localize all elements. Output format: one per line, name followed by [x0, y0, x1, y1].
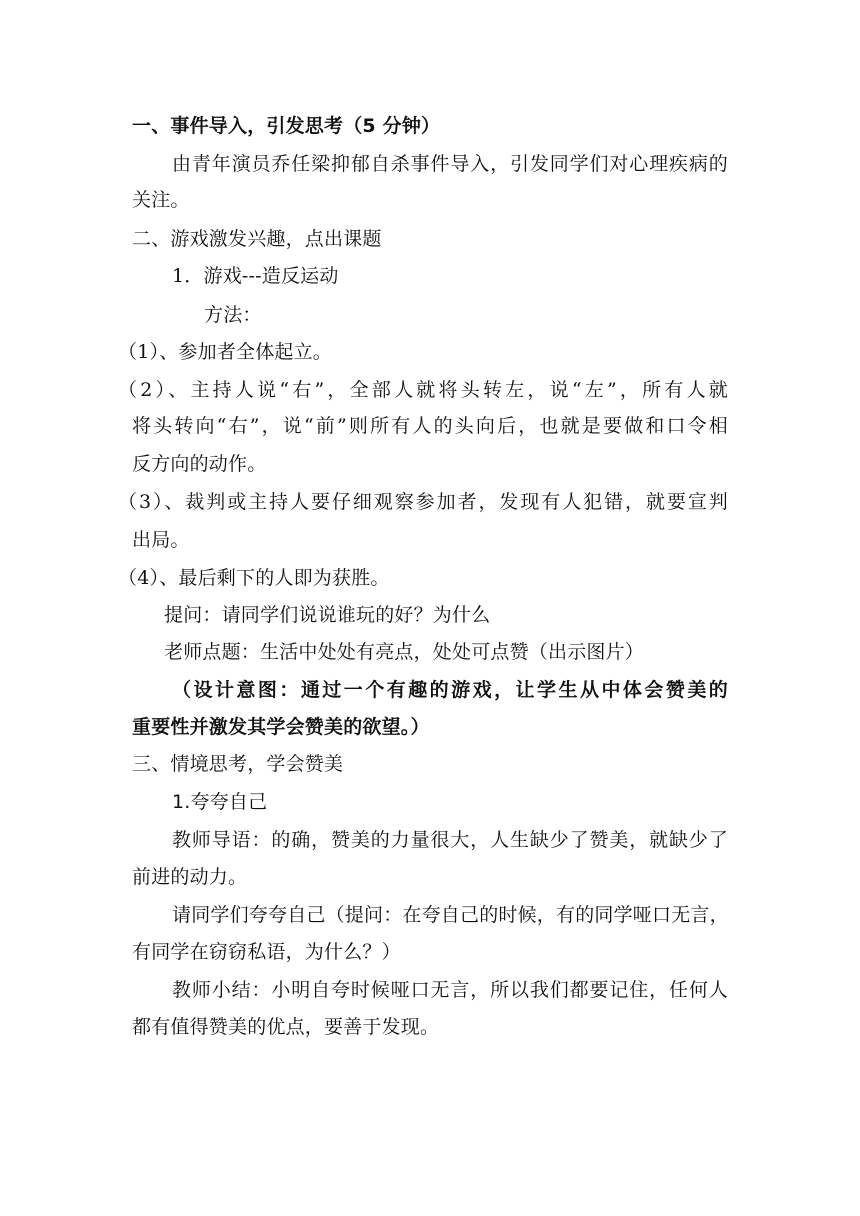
list-item: （3）、裁判或主持人要仔细观察参加者，发现有人犯错，就要宣判	[118, 491, 728, 513]
paragraph-line: 教师小结：小明自夸时候哑口无言，所以我们都要记住，任何人	[172, 979, 728, 1001]
paragraph-line: 提问：请同学们说说谁玩的好？为什么	[164, 604, 491, 626]
subheading-game: 1．游戏---造反运动	[172, 265, 339, 287]
list-item-continued: 出局。	[132, 529, 190, 551]
list-item-continued: 反方向的动作。	[132, 453, 267, 475]
list-item: （4）、最后剩下的人即为获胜。	[118, 567, 390, 589]
paragraph-line: 前进的动力。	[132, 866, 248, 888]
list-item: （2）、主持人说“右”，全部人就将头转左，说“左”，所有人就	[118, 379, 728, 401]
paragraph-line: 请同学们夸夸自己（提问：在夸自己的时候，有的同学哑口无言，	[172, 904, 729, 926]
list-item: （1）、参加者全体起立。	[118, 341, 332, 363]
paragraph-line: 有同学在窃窃私语，为什么？）	[132, 941, 401, 963]
design-intent-continued: 重要性并激发其学会赞美的欲望。）	[132, 716, 430, 738]
paragraph-line: 都有值得赞美的优点，要善于发现。	[132, 1016, 440, 1038]
section-heading-2: 二、游戏激发兴趣，点出课题	[132, 228, 382, 250]
paragraph-line: 老师点题：生活中处处有亮点，处处可点赞（出示图片）	[164, 641, 645, 663]
paragraph-line: 由青年演员乔任梁抑郁自杀事件导入，引发同学们对心理疾病的	[172, 153, 728, 175]
subheading-praise-self: 1.夸夸自己	[172, 791, 268, 813]
paragraph-line: 教师导语：的确，赞美的力量很大，人生缺少了赞美，就缺少了	[172, 829, 728, 851]
list-item-continued: 将头转向“右”，说“前”则所有人的头向后，也就是要做和口令相	[132, 415, 728, 437]
paragraph-line: 关注。	[132, 189, 190, 211]
design-intent: （设计意图：通过一个有趣的游戏，让学生从中体会赞美的	[172, 679, 728, 701]
section-heading-1: 一、事件导入，引发思考（5 分钟）	[132, 115, 441, 137]
paragraph-line: 方法：	[204, 304, 262, 326]
section-heading-3: 三、情境思考，学会赞美	[132, 753, 344, 775]
